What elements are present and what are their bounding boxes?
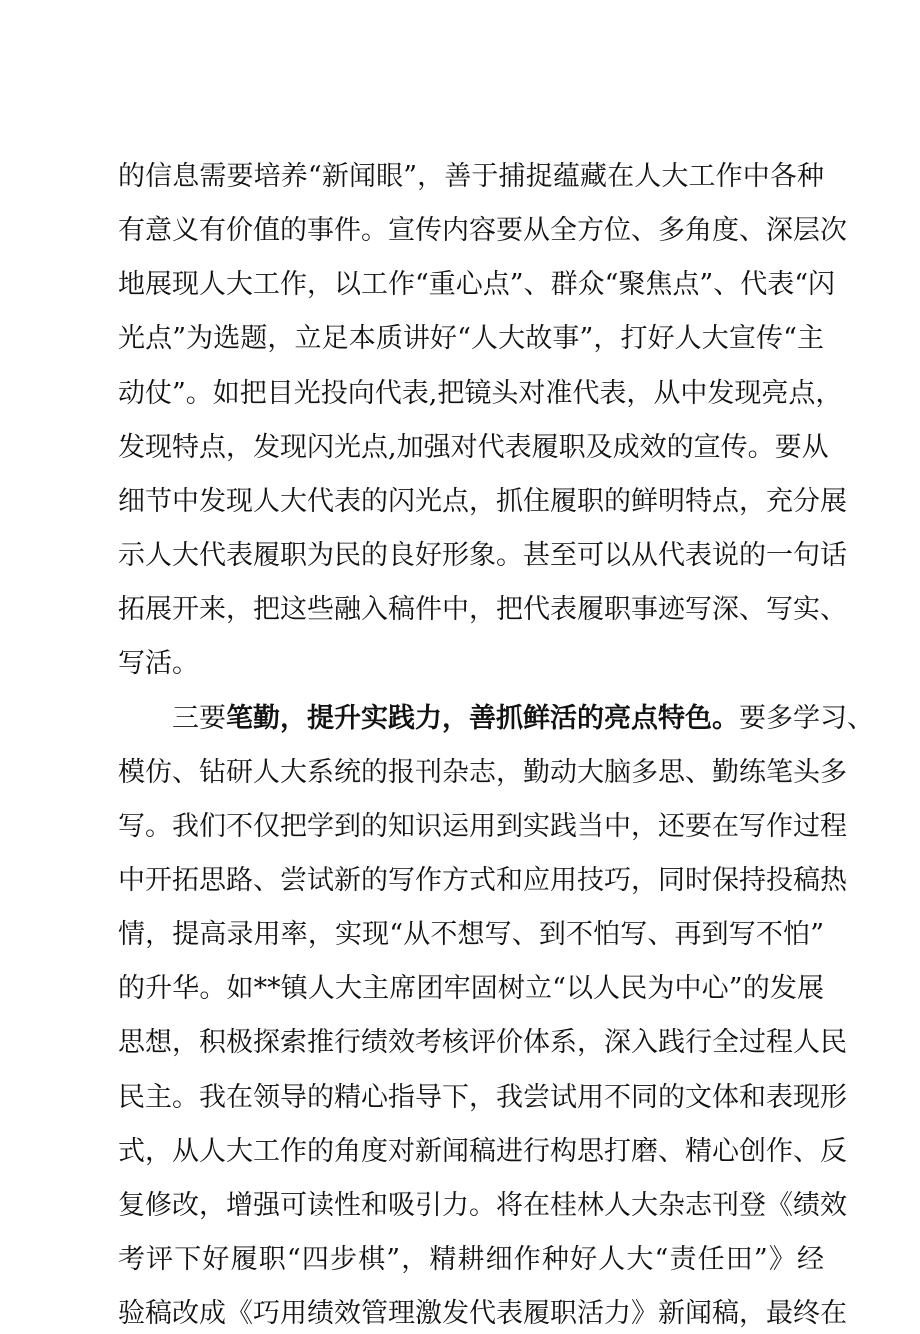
paragraph-line: 细节中发现人大代表的闪光点，抓住履职的鲜明特点，充分展 [118, 486, 847, 517]
paragraph-first-line [172, 699, 874, 739]
paragraph-line: 写活。 [118, 648, 199, 679]
paragraph-line: 发现特点，发现闪光点,加强对代表履职及成效的宣传。要从 [118, 432, 829, 463]
paragraph-line: 的信息需要培养“新闻眼”，善于捕捉蕴藏在人大工作中各种 [118, 161, 824, 192]
paragraph-line: 情，提高录用率，实现“从不想写、到不怕写、再到写不怕” [118, 919, 824, 950]
paragraph-line: 示人大代表履职为民的良好形象。甚至可以从代表说的一句话 [118, 540, 847, 571]
paragraph-text: 要多学习、 [739, 703, 874, 734]
paragraph-line: 考评下好履职“四步棋”，精耕细作种好人大“责任田”》经 [118, 1244, 824, 1275]
paragraph-line: 模仿、钻研人大系统的报刊杂志，勤动大脑多思、勤练笔头多 [118, 757, 847, 788]
paragraph-line: 地展现人大工作，以工作“重心点”、群众“聚焦点”、代表“闪 [118, 269, 836, 300]
paragraph-line: 验稿改成《巧用绩效管理激发代表履职活力》新闻稿，最终在 [118, 1298, 847, 1329]
paragraph-line: 有意义有价值的事件。宣传内容要从全方位、多角度、深层次 [118, 215, 847, 246]
paragraph-line: 式，从人大工作的角度对新闻稿进行构思打磨、精心创作、反 [118, 1136, 847, 1167]
paragraph-line: 复修改，增强可读性和吸引力。将在桂林人大杂志刊登《绩效 [118, 1190, 847, 1221]
paragraph-line: 动仗”。如把目光投向代表,把镜头对准代表，从中发现亮点， [118, 378, 843, 409]
paragraph-line: 思想，积极探索推行绩效考核评价体系，深入践行全过程人民 [118, 1027, 847, 1058]
paragraph-line: 的升华。如**镇人大主席团牢固树立“以人民为中心”的发展 [118, 973, 824, 1004]
paragraph-line: 写。我们不仅把学到的知识运用到实践当中，还要在写作过程 [118, 811, 847, 842]
paragraph-line: 拓展开来，把这些融入稿件中，把代表履职事迹写深、写实、 [118, 594, 847, 625]
paragraph-line: 光点”为选题，立足本质讲好“人大故事”，打好人大宣传“主 [118, 323, 824, 354]
bold-heading-text: 笔勤，提升实践力，善抓鲜活的亮点特色。 [226, 703, 739, 734]
paragraph-lead-text: 三要 [172, 703, 226, 734]
paragraph-line: 民主。我在领导的精心指导下，我尝试用不同的文体和表现形 [118, 1082, 847, 1113]
paragraph-line: 中开拓思路、尝试新的写作方式和应用技巧，同时保持投稿热 [118, 865, 847, 896]
